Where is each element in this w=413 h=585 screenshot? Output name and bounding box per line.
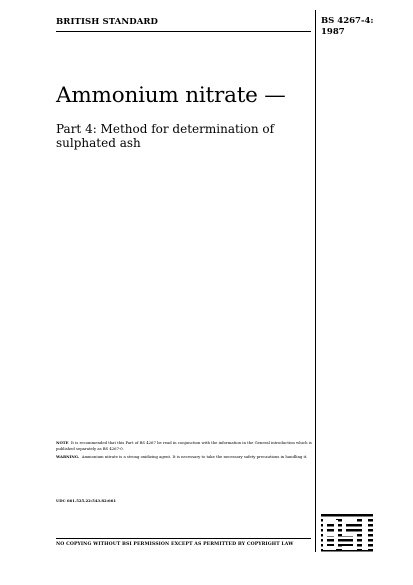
note-paragraph [56,440,318,452]
subtitle-line1: Part 4: Method for determination of [56,122,275,136]
bsi-logo [321,514,373,554]
subtitle-line2: sulphated ash [56,136,141,150]
copyright-notice: NO COPYING WITHOUT BSI PERMISSION EXCEPT AS PERMITTED BY COPYRIGHT LAW [56,542,294,547]
standard-number-line2: 1987 [321,26,345,37]
note-label: NOTE [56,440,69,445]
udc-code: UDC 661.525.22:543.82:661 [56,498,116,503]
series-label: BRITISH STANDARD [56,17,159,27]
notes-block [56,440,318,461]
note-text: It is recommended that this Part of BS 4267 be read in conjunction with the information in the General introduction which is published separately as BS 4267-0. [56,440,312,451]
standard-number [321,16,374,37]
warning-paragraph [56,454,318,460]
document-title: Ammonium nitrate — [56,83,286,108]
warning-text: Ammonium nitrate is a strong oxidizing agent. It is necessary to take the necessary safety precautions in handling it. [81,453,308,459]
footer-rule [56,538,311,539]
vertical-rule [315,10,316,552]
warning-label: WARNING. [56,453,80,459]
document-subtitle [56,122,311,150]
header-rule [56,31,311,32]
standard-number-line1: BS 4267-4: [321,16,374,26]
